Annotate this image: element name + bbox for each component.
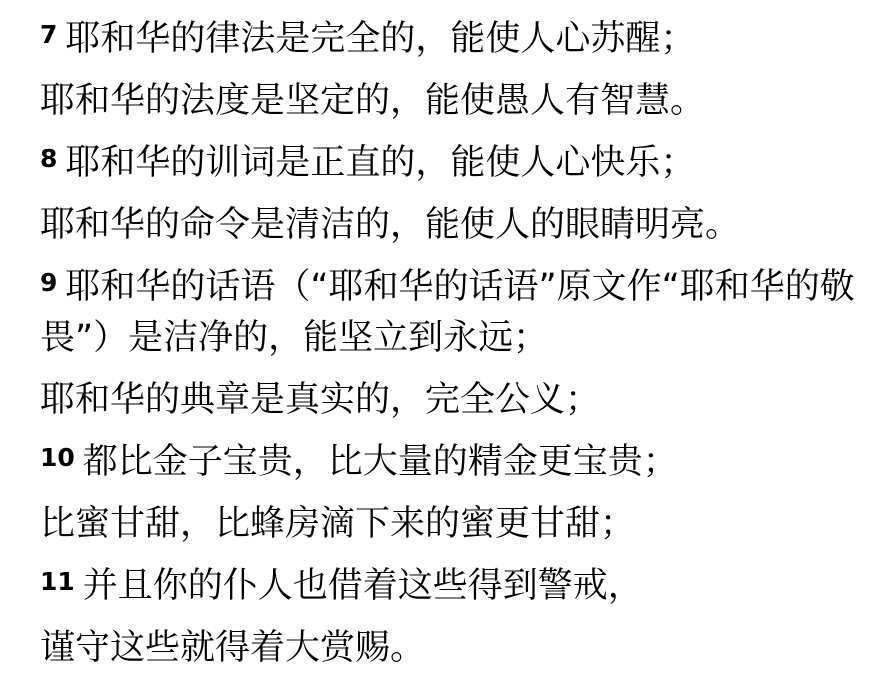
verse-text: 耶和华的法度是坚定的，能使愚人有智慧。 <box>40 81 706 121</box>
verse-text: 耶和华的训词是正直的，能使人心快乐； <box>65 143 696 183</box>
verse-line <box>40 14 868 65</box>
verse-text: 耶和华的典章是真实的，完全公义； <box>40 380 601 420</box>
verse-number: 10 <box>40 443 75 472</box>
verse-text: 比蜜甘甜，比蜂房滴下来的蜜更甘甜； <box>40 504 636 544</box>
verse-line <box>40 375 868 426</box>
verse-text: 畏”）是洁净的，能坚立到永远； <box>40 318 549 358</box>
verse-text: 耶和华的话语（“耶和华的话语”原文作“耶和华的敬 <box>65 267 855 307</box>
verse-line <box>40 313 868 364</box>
verse-line <box>40 262 868 313</box>
verse-line <box>40 499 868 550</box>
verse-line <box>40 437 868 488</box>
verse-text: 耶和华的律法是完全的，能使人心苏醒； <box>65 19 696 59</box>
verse-text: 谨守这些就得着大赏赐。 <box>40 628 426 668</box>
verse-number: 11 <box>40 567 75 596</box>
verse-line <box>40 561 868 612</box>
verse-number: 8 <box>40 144 58 173</box>
verse-line <box>40 138 868 189</box>
verse-line <box>40 200 868 251</box>
verse-number: 7 <box>40 20 58 49</box>
verse-line <box>40 623 868 674</box>
verse-number: 9 <box>40 268 58 297</box>
verse-text: 耶和华的命令是清洁的，能使人的眼睛明亮。 <box>40 205 741 245</box>
verse-text: 都比金子宝贵，比大量的精金更宝贵； <box>82 442 678 482</box>
verse-text: 并且你的仆人也借着这些得到警戒， <box>82 566 643 606</box>
verse-line <box>40 76 868 127</box>
